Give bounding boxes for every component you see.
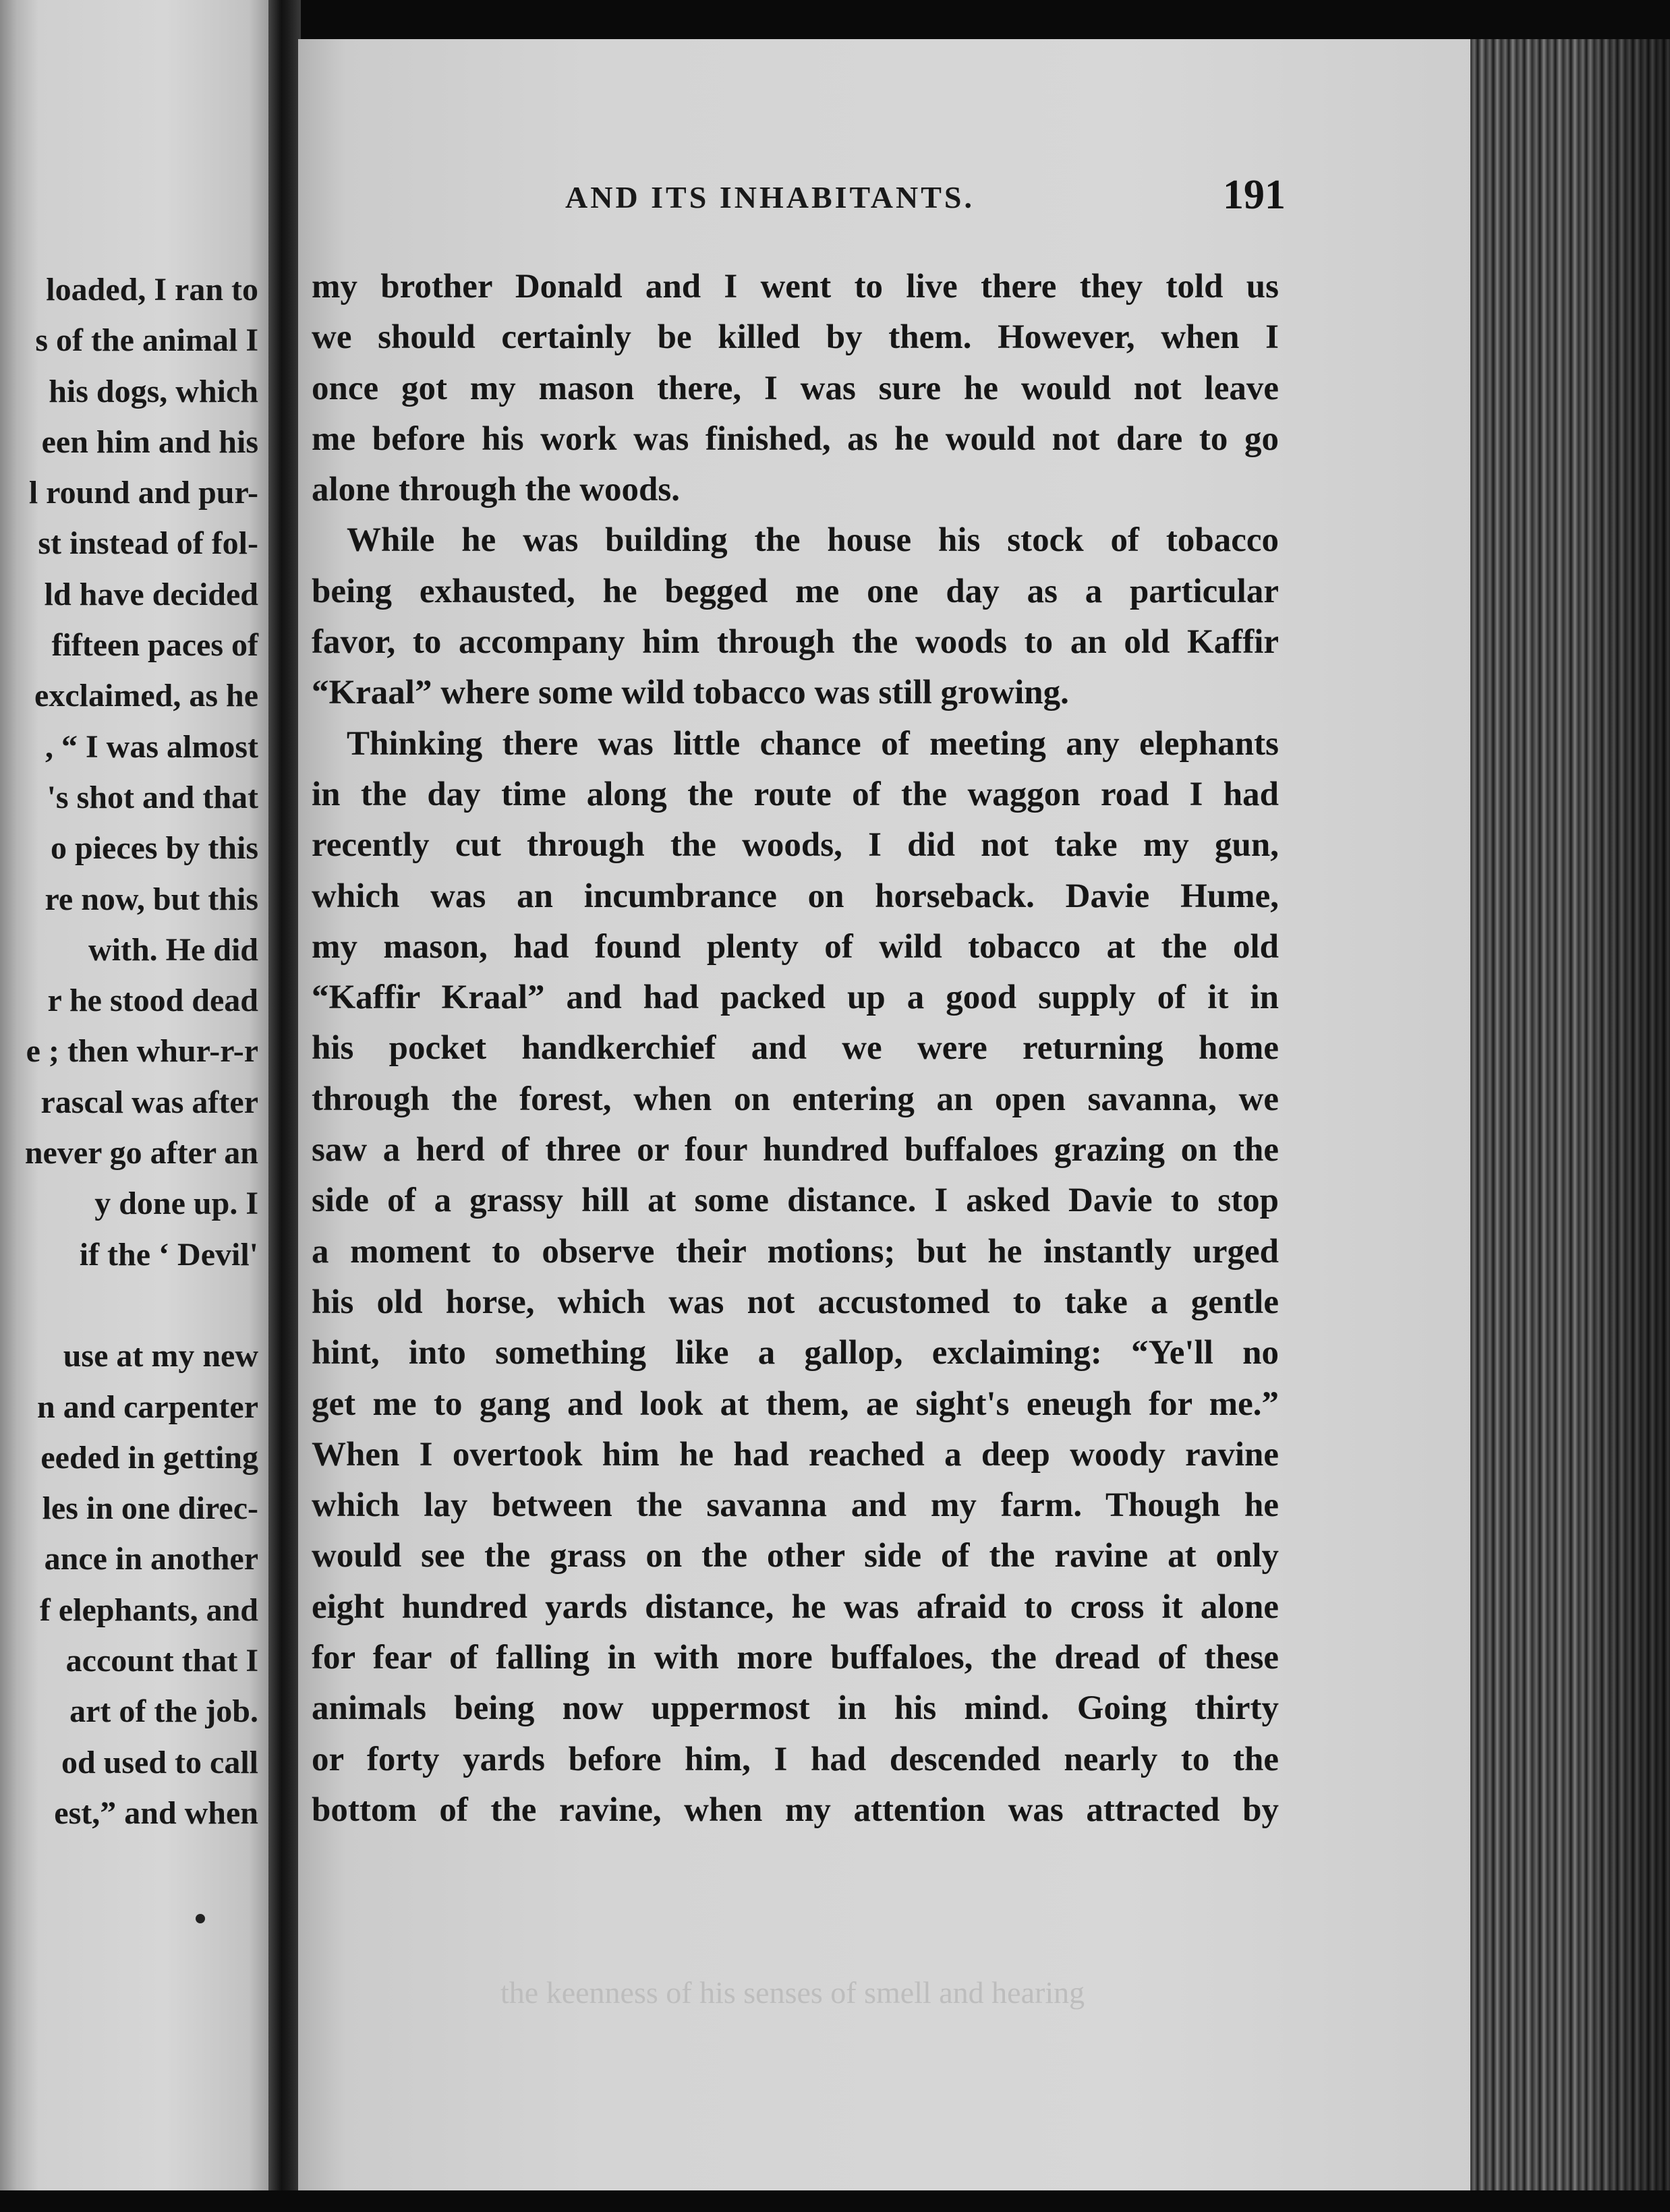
text-line: through the forest, when on entering an open savanna, we: [312, 1080, 1279, 1118]
facing-page-line: art of the job.: [69, 1693, 258, 1730]
text-line: which lay between the savanna and my farm. Though he: [312, 1486, 1279, 1525]
facing-page-line: with. He did: [88, 931, 258, 968]
scan-border: [0, 2190, 1670, 2212]
facing-page-line: loaded, I ran to: [46, 272, 258, 308]
facing-page-line: f elephants, and: [39, 1592, 258, 1628]
facing-page-line: if the ‘ Devil': [79, 1236, 258, 1273]
text-line: for fear of falling in with more buffaloes, the dread of these: [312, 1639, 1279, 1677]
text-line: “Kraal” where some wild tobacco was still growing.: [312, 674, 1069, 712]
text-line: or forty yards before him, I had descended nearly to the: [312, 1740, 1279, 1778]
text-line: in the day time along the route of the waggon road I had: [312, 775, 1279, 813]
text-line: “Kaffir Kraal” and had packed up a good supply of it in: [312, 979, 1279, 1017]
text-line: When I overtook him he had reached a deep woody ravine: [312, 1435, 1279, 1474]
text-line: Thinking there was little chance of meeting any elephants: [347, 724, 1279, 763]
text-line: would see the grass on the other side of the ravine at only: [312, 1537, 1279, 1575]
facing-page-line: exclaimed, as he: [34, 678, 258, 714]
text-line: being exhausted, he begged me one day as a particular: [312, 572, 1279, 610]
facing-page-line: never go after an: [24, 1135, 258, 1171]
facing-page-line: 's shot and that: [47, 779, 258, 815]
facing-page-line: , “ I was almost: [45, 728, 258, 765]
book-gutter: [268, 0, 301, 2212]
facing-page-line: ld have decided: [44, 576, 258, 612]
text-line: recently cut through the woods, I did not take my gun,: [312, 826, 1279, 865]
running-head: AND ITS INHABITANTS.: [565, 180, 975, 214]
text-line: bottom of the ravine, when my attention was attracted by: [312, 1791, 1279, 1829]
text-line: his pocket handkerchief and we were returning home: [312, 1029, 1279, 1068]
text-line: saw a herd of three or four hundred buffaloes grazing on the: [312, 1131, 1279, 1169]
page-body-text: [312, 262, 1279, 1836]
bleed-through-text: the keenness of his senses of smell and hearing: [500, 1975, 1085, 2010]
facing-page-line: st instead of fol-: [38, 525, 258, 562]
text-line: we should certainly be killed by them. However, when I: [312, 318, 1279, 357]
facing-page-line: y done up. I: [94, 1186, 258, 1222]
facing-page-text: [0, 264, 258, 1838]
text-line: side of a grassy hill at some distance. I asked Davie to stop: [312, 1182, 1279, 1220]
facing-page-line: fifteen paces of: [51, 627, 258, 664]
text-line: animals being now uppermost in his mind. Going thirty: [312, 1689, 1279, 1728]
facing-page-line: e ; then whur-r-r: [26, 1033, 258, 1070]
facing-page-fragment: [0, 0, 277, 2212]
facing-page-line: ance in another: [44, 1541, 258, 1577]
text-line: alone through the woods.: [312, 471, 680, 509]
facing-page-line: account that I: [65, 1643, 258, 1679]
text-line: once got my mason there, I was sure he would not leave: [312, 369, 1279, 407]
facing-page-line: est,” and when: [54, 1795, 258, 1831]
page-number: 191: [1223, 172, 1286, 218]
facing-page-line: o pieces by this: [50, 830, 258, 867]
ink-dot: [196, 1914, 205, 1923]
facing-page-line: [0, 1280, 258, 1331]
text-line: get me to gang and look at them, ae sight's eneugh for me.”: [312, 1385, 1279, 1423]
text-line: While he was building the house his stock of tobacco: [347, 521, 1279, 560]
text-line: a moment to observe their motions; but he instantly urged: [312, 1232, 1279, 1271]
facing-page-line: r he stood dead: [47, 983, 258, 1019]
facing-page-line: een him and his: [41, 424, 258, 460]
page-edges-shadow: [1589, 39, 1670, 2212]
text-line: his old horse, which was not accustomed to take a gentle: [312, 1283, 1279, 1321]
facing-page-line: s of the animal I: [35, 322, 258, 359]
facing-page-line: n and carpenter: [37, 1389, 258, 1425]
facing-page-line: l round and pur-: [28, 475, 258, 511]
facing-page-line: use at my new: [63, 1338, 258, 1374]
text-line: which was an incumbrance on horseback. Davie Hume,: [312, 877, 1279, 915]
facing-page-line: les in one direc-: [42, 1490, 258, 1527]
text-line: hint, into something like a gallop, exclaiming: “Ye'll no: [312, 1334, 1279, 1372]
text-line: my mason, had found plenty of wild tobacco at the old: [312, 927, 1279, 966]
facing-page-line: od used to call: [61, 1744, 258, 1780]
text-line: eight hundred yards distance, he was afraid to cross it alone: [312, 1588, 1279, 1626]
facing-page-line: rascal was after: [40, 1084, 258, 1120]
facing-page-line: re now, but this: [45, 881, 258, 917]
facing-page-line: eeded in getting: [40, 1439, 258, 1476]
facing-page-line: his dogs, which: [49, 373, 258, 409]
text-line: me before his work was finished, as he would not dare to go: [312, 419, 1279, 458]
book-page: [298, 39, 1481, 2212]
text-line: my brother Donald and I went to live there they told us: [312, 268, 1279, 305]
text-line: favor, to accompany him through the woods to an old Kaffir: [312, 623, 1279, 662]
